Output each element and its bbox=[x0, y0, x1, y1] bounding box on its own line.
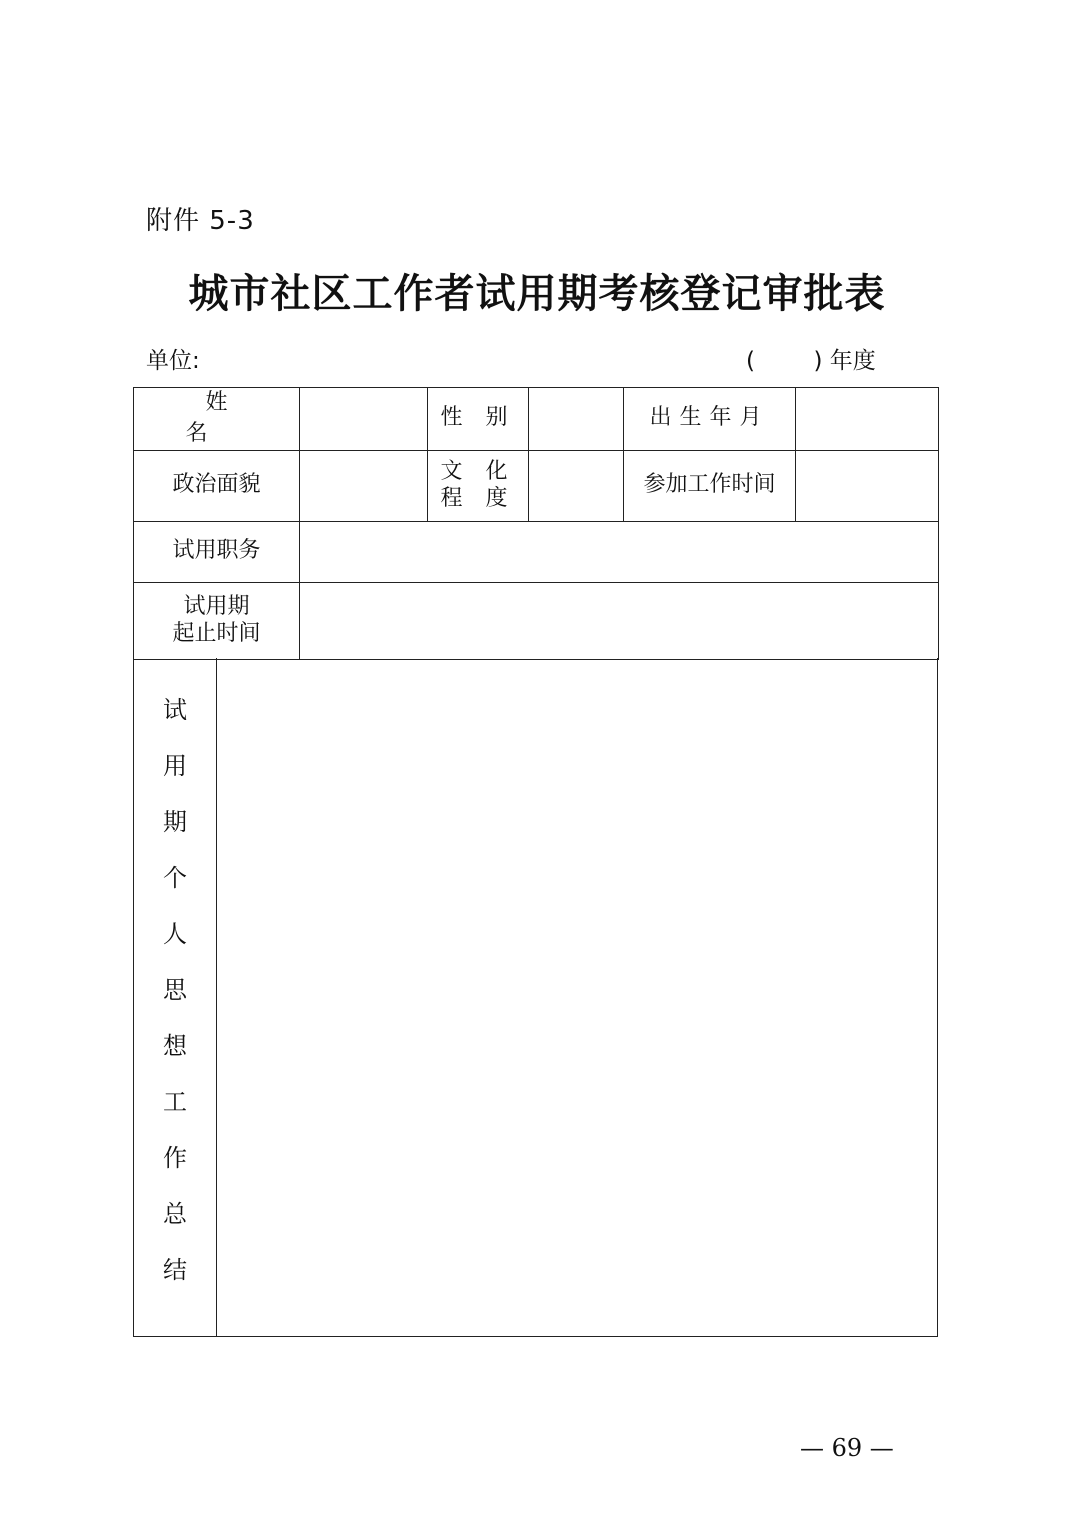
summary-content-field[interactable] bbox=[217, 658, 938, 1337]
name-label-cell bbox=[134, 388, 330, 451]
summary-label-char: 人 bbox=[163, 920, 187, 948]
attachment-label: 附件 5-3 bbox=[146, 206, 255, 236]
work-start-label-cell bbox=[624, 450, 796, 521]
document-title: 城市社区工作者试用期考核登记审批表 bbox=[188, 270, 886, 317]
education-label-line1: 文 化 bbox=[440, 459, 516, 485]
registration-form-table bbox=[133, 387, 939, 660]
name-label: 姓 名 bbox=[185, 390, 330, 446]
trial-position-label: 试用职务 bbox=[172, 538, 261, 564]
summary-label-char: 个 bbox=[163, 864, 187, 892]
table-row bbox=[134, 521, 939, 582]
summary-label-char: 思 bbox=[163, 976, 187, 1004]
summary-label-char: 工 bbox=[163, 1088, 187, 1116]
birth-label-cell bbox=[624, 388, 796, 451]
summary-label-cell bbox=[133, 658, 217, 1337]
table-row bbox=[134, 450, 939, 521]
trial-position-field[interactable] bbox=[300, 521, 939, 582]
trial-period-label-cell bbox=[134, 582, 300, 659]
trial-position-label-cell bbox=[134, 521, 300, 582]
birth-label: 出生年月 bbox=[649, 405, 770, 431]
gender-field[interactable] bbox=[529, 388, 624, 451]
trial-period-label-line2: 起止时间 bbox=[172, 620, 261, 646]
work-start-label: 参加工作时间 bbox=[643, 472, 776, 498]
summary-label-char: 结 bbox=[163, 1256, 187, 1284]
page-number: — 69 — bbox=[800, 1434, 894, 1462]
table-row bbox=[134, 388, 939, 451]
work-start-field[interactable] bbox=[796, 450, 939, 521]
political-label-cell bbox=[134, 450, 300, 521]
education-label-line2: 程 度 bbox=[440, 485, 516, 511]
table-row bbox=[134, 582, 939, 659]
education-label-cell bbox=[428, 450, 529, 521]
political-field[interactable] bbox=[300, 450, 428, 521]
summary-label-char: 作 bbox=[163, 1144, 187, 1172]
gender-label: 性 别 bbox=[440, 405, 516, 431]
summary-label-char: 总 bbox=[163, 1200, 187, 1228]
gender-label-cell bbox=[428, 388, 529, 451]
birth-field[interactable] bbox=[796, 388, 939, 451]
political-label: 政治面貌 bbox=[172, 472, 261, 498]
year-label: ( ) 年度 bbox=[746, 348, 876, 374]
unit-label: 单位: bbox=[146, 348, 200, 374]
summary-label-char: 用 bbox=[163, 752, 187, 780]
summary-label-char: 想 bbox=[163, 1032, 187, 1060]
summary-label-char: 试 bbox=[163, 696, 187, 724]
summary-label-char: 期 bbox=[163, 808, 187, 836]
trial-period-label-line1: 试用期 bbox=[183, 594, 250, 620]
trial-period-field[interactable] bbox=[300, 582, 939, 659]
education-field[interactable] bbox=[529, 450, 624, 521]
